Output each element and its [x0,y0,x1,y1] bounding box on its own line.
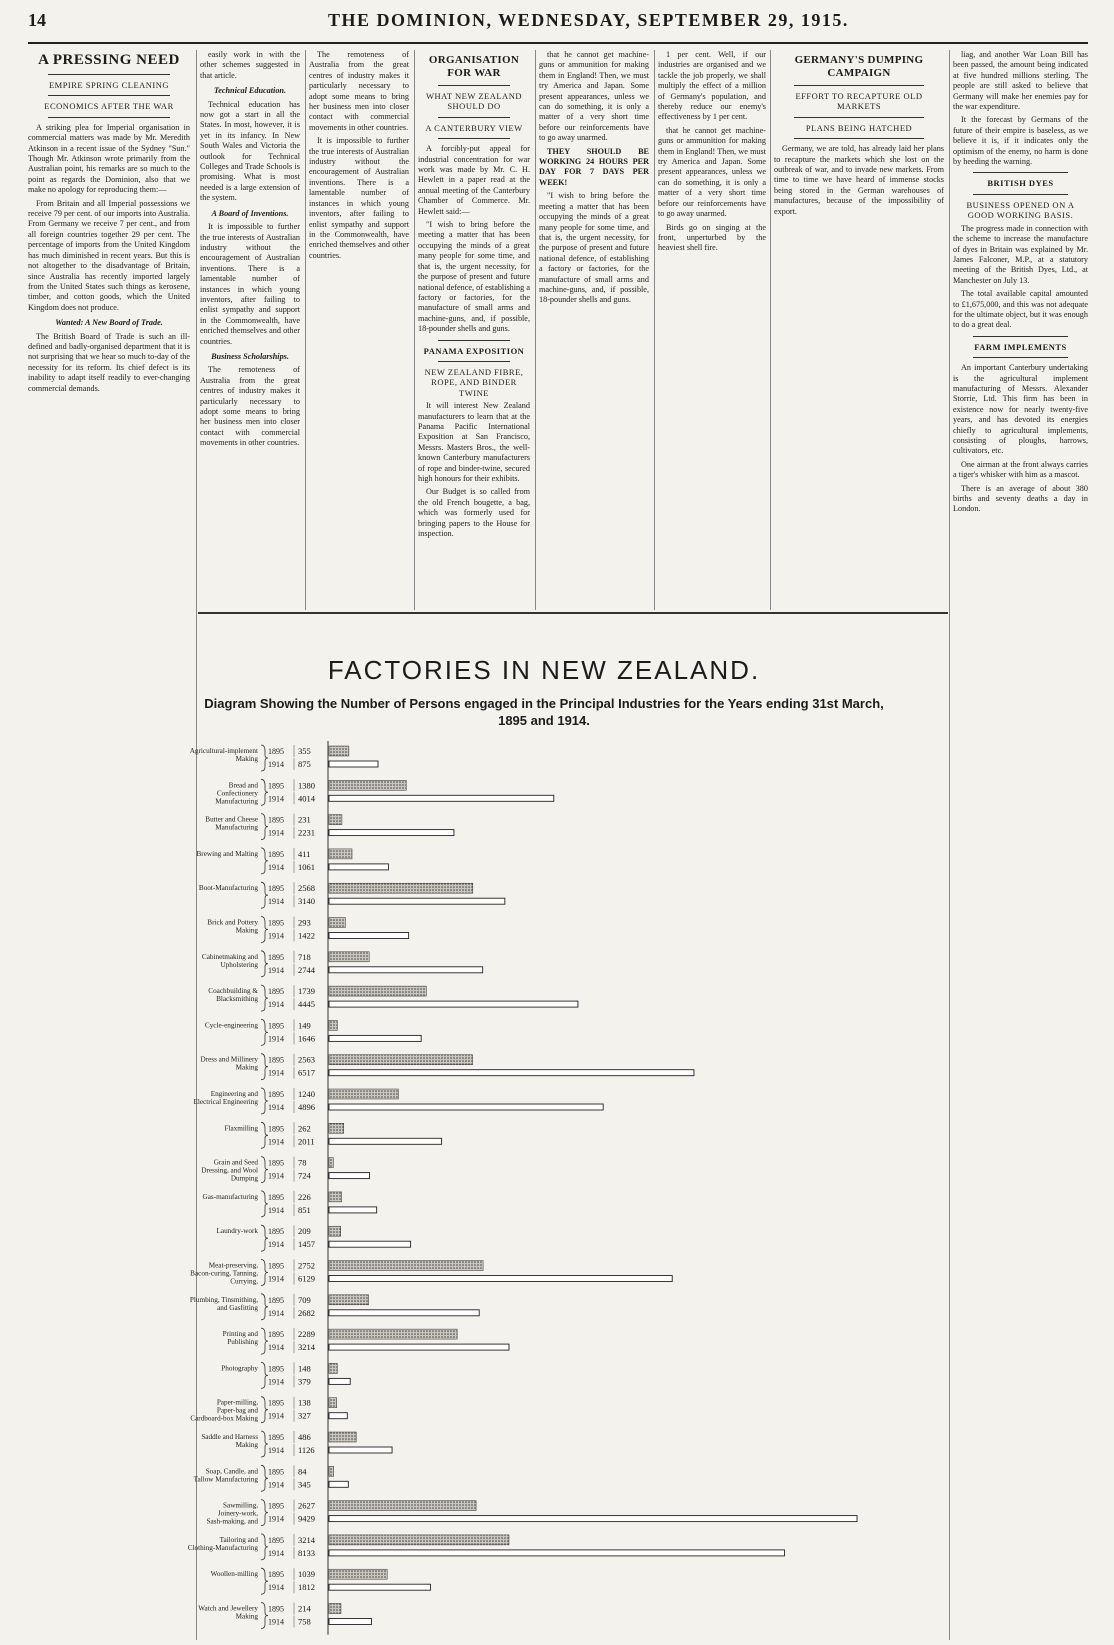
article-scholarships-continued [309,50,409,610]
year-label: 1914 [268,760,284,769]
paragraph: liag, and another War Loan Bill has been passed, the amount being indicated at five hundred millions sterling. The people are still asked to believe that Germany will make her enemies pay for the war expenditure. [953,50,1088,112]
page-number: 14 [28,10,46,30]
year-label: 1914 [268,1171,284,1181]
year-label: 1895 [268,1467,284,1477]
paragraph: easily work in with the other schemes suggested in that article. [200,50,300,80]
headline: PANAMA EXPOSITION [423,345,525,356]
category-label: Soap, Candle, and Tallow Manufacturing [193,1467,258,1484]
brace [261,1603,268,1629]
year-label: 1914 [268,931,284,941]
bar-1914 [329,898,505,904]
value-label: 355 [298,746,311,756]
paragraph: Our Budget is so called from the old French bougette, a bag, which was formerly used for bringing papers to the House for inspection. [418,487,530,539]
brace [261,951,268,977]
year-label: 1914 [268,1548,284,1558]
headline: BRITISH DYES [987,178,1054,189]
column-rule [770,50,771,610]
year-label: 1914 [268,1480,284,1490]
brace [261,1328,268,1354]
bar-1914 [329,1516,857,1522]
paragraph: that he cannot get machine-guns or ammunition for making them in England! Then, we must try America and Japan. Some present appearances, unless we can do something, it is only a matter of a very short time before our reinforcements have to go away unarmed. [658,125,766,219]
bar-1914 [329,967,483,973]
year-label: 1895 [268,1158,284,1168]
category-label: Boot-Manufacturing [198,884,258,893]
value-label: 1380 [298,780,315,791]
value-label: 2231 [298,827,315,838]
bar-1895 [329,1329,457,1339]
year-label: 1914 [268,1240,284,1250]
paragraph: An important Canterbury undertaking is the agricultural implement manufacturing of Messrs. Alexander Storrie, Ltd. This firm has been in existence now for nearly twenty-five years, and has devoted its energies chiefly to agricultural implements, consisting of ploughs, harrows, cultivators, etc. [953,363,1088,456]
value-label: 2744 [298,964,315,975]
value-label: 6517 [298,1067,315,1078]
year-label: 1914 [268,1274,284,1284]
value-label: 1240 [298,1089,315,1099]
bar-1914 [329,1104,603,1110]
year-label: 1914 [268,1446,284,1455]
year-label: 1914 [268,1377,284,1387]
masthead [28,8,1088,44]
value-label: 149 [298,1020,311,1031]
subheadline: NEW ZEALAND FIBRE, ROPE, AND BINDER TWINE [424,366,524,398]
category-label: Sawmilling, Joinery-work, Sash-making, and [206,1501,258,1526]
year-label: 1914 [268,1583,284,1593]
brace [261,1088,268,1114]
paragraph: One airman at the front always carries a tiger's whisker with him as a mascot. [953,459,1088,480]
brace [261,1157,268,1183]
year-label: 1914 [268,1308,284,1318]
value-label: 411 [298,848,311,859]
value-label: 2752 [298,1260,315,1271]
year-label: 1914 [268,897,284,907]
brace [261,1260,268,1286]
paragraph: 1 per cent. Well, if our industries are organised and we tackle the job properly, we shall multiply the effect of a million of Germany's population, and thereby reduce our enemy's effectiveness by 1 per cent. [658,50,766,122]
value-label: 875 [298,759,311,769]
bar-1895 [329,746,349,756]
year-label: 1895 [268,1124,284,1134]
value-label: 2563 [298,1054,315,1065]
year-label: 1895 [268,952,284,962]
brace [261,1465,268,1491]
year-label: 1895 [268,1021,284,1031]
year-label: 1895 [268,1398,284,1408]
subheadline: EMPIRE SPRING CLEANING [48,80,170,90]
year-label: 1895 [268,918,284,928]
value-label: 209 [298,1226,311,1237]
bar-1914 [329,795,554,801]
subheadline: PLANS BEING HATCHED [805,122,913,133]
bar-1895 [329,918,345,928]
bar-1914 [329,1070,694,1076]
value-label: 486 [298,1432,311,1442]
chart-title: FACTORIES IN NEW ZEALAND. [327,655,761,685]
value-label: 2011 [298,1136,315,1147]
bar-1914 [329,1207,377,1213]
article-technical-education [200,50,300,610]
brace [261,985,268,1011]
category-label: Engineering and Electrical Engineering [193,1090,258,1106]
bar-1895 [329,1363,337,1373]
category-label: Photography [221,1364,258,1373]
category-label: Dress and Millinery Making [200,1055,258,1072]
article-machine-guns [539,50,649,610]
article-germany-dumping [774,50,944,610]
year-label: 1914 [268,1137,284,1147]
paragraph: There is an average of about 380 births and seventy deaths a day in London. [953,483,1088,514]
value-label: 293 [298,917,311,928]
paragraph: Birds go on singing at the front, unperturbed by the heaviest shell fire. [658,222,766,253]
value-label: 3140 [298,896,315,907]
year-label: 1914 [268,1411,284,1421]
paragraph: THEY SHOULD BE WORKING 24 HOURS PER DAY FOR 7 DAYS PER WEEK! [539,146,649,187]
brace [261,779,268,805]
paragraph: The remoteness of Australia from the great centres of industry makes it particularly necessary to adopt some means to bring her business men into closer contact with commercial movements in other countries. [200,365,300,448]
category-label: Saddle and Harness Making [201,1433,258,1449]
value-label: 4445 [298,999,315,1010]
paragraph: The remoteness of Australia from the great centres of industry makes it particularly necessary to adopt some means to bring her business men into closer contact with commercial movements in other countries. [309,50,409,132]
section-heading: A Board of Inventions. [211,208,289,218]
brace [261,1122,268,1148]
year-label: 1895 [268,1090,284,1099]
bar-1895 [329,1158,333,1168]
value-label: 138 [298,1397,311,1408]
bar-1914 [329,1550,784,1556]
paragraph: that he cannot get machine-guns or ammunition for making them in England! Then, we must try America and Japan. Some present appearances, unless we can do something, it is only a matter of a very short time before our reinforcements have to go away unarmed. [539,50,649,143]
paragraph: "I wish to bring before the meeting a matter that has been occupying the minds of a great many people for some time, and that is, the urgent necessity, for the purpose of present and future national defence, of establishing a factory or factories, for the manufacture of small arms and machine-guns, and, if possible, 18-pounder shells and guns. [418,220,530,334]
year-label: 1895 [268,1604,284,1614]
year-label: 1895 [268,1535,284,1545]
year-label: 1895 [268,815,284,825]
paragraph: The total available capital amounted to £1,675,000, and this was not adequate for the ultimate object, but it was enough to do a great deal. [953,289,1088,330]
brace [261,1362,268,1388]
value-label: 84 [298,1466,307,1477]
brace [261,1568,268,1594]
year-label: 1914 [268,1514,284,1524]
newspaper-title: THE DOMINION, WEDNESDAY, SEPTEMBER 29, 1915. [328,10,849,30]
value-label: 345 [298,1479,311,1490]
paragraph: Technical education has now got a start in all the States. In most, however, it is yet in its infancy. In New South Wales and Victoria the outlook for Technical Colleges and Trade Schools is promising. What is most needed is a large extension of the system. [200,99,300,203]
value-label: 709 [298,1294,311,1305]
value-label: 231 [298,814,311,825]
subheadline: BUSINESS OPENED ON A GOOD WORKING BASIS. [966,199,1075,221]
value-label: 214 [298,1603,311,1614]
year-label: 1914 [268,1103,284,1112]
bar-1914 [329,1344,509,1350]
year-label: 1895 [268,884,284,894]
factories-chart [150,655,938,1639]
column-rule [654,50,655,610]
year-label: 1895 [268,1433,284,1442]
bar-1914 [329,1241,411,1247]
value-label: 718 [298,951,311,962]
category-label: Bread and Confectionery Manufacturing [215,781,258,806]
paragraph: "I wish to bring before the meeting a matter that has been occupying the minds of a great many people for some time, and that is, the urgent necessity, for the purpose of present and future national defence, of establishing a factory or factories, for the manufacture of small arms and machine-guns, and, if possible, 18-pounder shells and guns. [539,191,649,305]
column-rule [414,50,415,610]
category-label: Printing and Publishing [222,1330,258,1347]
bar-1895 [329,1089,398,1099]
category-label: Brewing and Malting [196,849,258,858]
value-label: 1457 [298,1239,315,1250]
brace [261,745,268,771]
category-label: Tailoring and Clothing-Manufacturing [187,1535,258,1552]
category-label: Laundry-work [216,1227,258,1236]
value-label: 6129 [298,1273,315,1284]
brace [261,1431,268,1457]
bar-1895 [329,1535,509,1545]
brace [261,1500,268,1526]
value-label: 148 [298,1363,311,1374]
section-heading: Technical Education. [213,86,287,96]
bar-1914 [329,830,454,836]
value-label: 1739 [298,986,315,997]
bar-1895 [329,1295,369,1305]
category-label: Coachbuilding & Blacksmithing [208,987,258,1004]
paragraph: Germany, we are told, has already laid her plans to recapture the markets which she lost on the outbreak of war, and to invade new markets. From time to time we have heard of immense stocks being stored in the German warehouses of manufactures, because of the impossibility of export. [774,144,944,216]
category-label: Brick and Pottery Making [207,918,258,935]
brace [261,814,268,840]
column-rule [949,50,950,1640]
bar-1895 [329,1604,341,1614]
value-label: 8133 [298,1547,315,1558]
headline: FARM IMPLEMENTS [974,341,1067,352]
bar-1914 [329,1584,430,1590]
bar-1914 [329,1138,442,1144]
chart-subtitle: Diagram Showing the Number of Persons engaged in the Principal Industries for the Years ending 31st March, 1895 and 1914. [204,696,884,728]
value-label: 4014 [298,793,315,804]
article-per-cent [658,50,766,610]
year-label: 1895 [268,1261,284,1271]
brace [261,1397,268,1423]
bar-1895 [329,952,369,962]
value-label: 1422 [298,930,315,941]
article-right-column [953,50,1088,1640]
category-label: Meat-preserving, Bacon-curing, Tanning, Currying, [190,1261,258,1286]
value-label: 1812 [298,1582,315,1593]
value-label: 1646 [298,1033,315,1044]
value-label: 2682 [298,1307,315,1318]
value-label: 1126 [298,1445,315,1455]
bar-1914 [329,761,378,767]
bar-1914 [329,1276,672,1282]
paragraph: A forcibly-put appeal for industrial concentration for war work was made by Mr. C. H. Hewlett in a paper read at the annual meeting of the Canterbury Chamber of Commerce. Mr. Hewlett said:— [418,144,530,216]
chart-top-rule [198,612,948,614]
paragraph: It the forecast by Germans of the future of their empire is baseless, as we believe it is, if it indicates only the optimism of the enemy, no harm is done by heeding the warning. [953,115,1088,167]
brace [261,917,268,943]
bar-1895 [329,1055,473,1065]
bar-1895 [329,1123,344,1133]
value-label: 327 [298,1410,311,1421]
bar-1895 [329,1398,337,1408]
bar-1895 [329,1226,341,1236]
year-label: 1895 [268,1570,284,1580]
subheadline: EFFORT TO RECAPTURE OLD MARKETS [795,91,923,112]
year-label: 1895 [268,1330,284,1340]
paragraph: A striking plea for Imperial organisation in commercial matters was made by Mr. Meredith Atkinson in a recent issue of the Sydney "Sun." Though Mr. Atkinson wrote primarily from the Australian point, his remarks are so much to the point as regards the Dominion, also that we make no apology for reproducing them:— [28,122,190,195]
bar-1895 [329,1192,342,1202]
bar-1914 [329,1001,578,1007]
year-label: 1914 [268,1068,284,1078]
bar-1914 [329,1173,370,1179]
bar-1895 [329,1020,337,1030]
paragraph: The progress made in connection with the scheme to increase the manufacture of dyes in Britain was explained by Mr. James Falconer, M.P., at a statutory meeting of the British Dyes, Ltd., at Manchester on July 13. [953,223,1088,285]
bar-1895 [329,883,473,893]
brace [261,1294,268,1320]
headline: A PRESSING NEED [38,52,180,68]
year-label: 1914 [268,1000,284,1010]
headline: GERMANY'S DUMPING CAMPAIGN [794,54,924,79]
category-label: Butter and Cheese Manufacturing [205,815,258,832]
brace [261,1191,268,1217]
year-label: 1895 [268,1364,284,1374]
bar-1895 [329,849,352,859]
category-label: Grain and Seed Dressing, and Wool Dumping [201,1158,258,1183]
value-label: 4896 [298,1102,315,1112]
year-label: 1895 [268,1295,284,1305]
bar-1914 [329,1481,348,1487]
column-rule [535,50,536,610]
year-label: 1914 [268,965,284,975]
value-label: 758 [298,1616,311,1627]
paragraph: It is impossible to further the true interests of Australian industry without the encouragement of Australian inventions. There is a lamentable number of instances in which young inventors, after failing to enlist sympathy and support in the Commonwealth, have enriched themselves and other countries. [309,136,409,260]
brace [261,848,268,874]
paragraph: It will interest New Zealand manufacturers to learn that at the Panama Pacific International Exposition at San Francisco, Messrs. Masters Bros., the well-known Canterbury manufacturers of rope and binder-twine, secured high honours for their exhibits. [418,401,530,483]
category-label: Watch and Jewellery Making [198,1604,258,1621]
bar-1895 [329,1261,483,1271]
year-label: 1914 [268,1034,284,1044]
value-label: 226 [298,1191,311,1202]
year-label: 1914 [268,794,284,804]
paragraph: The British Board of Trade is such an ill-defined and badly-organised department that it is not surprising that we hear so much to-day of the necessity for its reform. Its chief defect is its inability to adapt itself readily to ever-changing commercial demands. [28,331,190,393]
bar-1914 [329,1619,371,1625]
brace [261,1054,268,1080]
year-label: 1895 [268,987,284,997]
bar-1914 [329,1035,421,1041]
value-label: 78 [298,1157,307,1168]
category-label: Cycle-engineering [204,1021,258,1030]
category-label: Plumbing, Tinsmithing, and Gasfitting [189,1295,258,1312]
value-label: 262 [298,1123,311,1134]
year-label: 1895 [268,747,284,756]
value-label: 851 [298,1204,311,1215]
value-label: 1061 [298,861,315,872]
category-label: Woollen-milling [210,1570,258,1579]
value-label: 9429 [298,1513,315,1524]
bar-1895 [329,1432,356,1442]
bar-1914 [329,864,388,870]
bar-1914 [329,1447,392,1453]
value-label: 379 [298,1376,311,1387]
paragraph: From Britain and all Imperial possessions we receive 79 per cent. of our imports into Australia. From Germany we receive 7 per cent., and from all foreign countries together 29 per cent. The percentage of imports from the United Kingdom has much diminished in recent years. But this is not altogether to the disadvantage of Britain, since Australia has recently imported largely from the United States such things as kerosene, timber, and cotton goods, which the United Kingdom does not produce. [28,198,190,312]
bar-1914 [329,1413,347,1419]
category-label: Flaxmilling [224,1124,258,1133]
subheadline: WHAT NEW ZEALAND SHOULD DO [426,91,522,112]
article-organisation-for-war [418,50,530,610]
paragraph: It is impossible to further the true interests of Australian industry without the encouragement of Australian inventions. There is a lamentable number of instances in which young inventors, after failing to enlist sympathy and support in the Commonwealth, have enriched themselves and other countries. [200,222,300,346]
year-label: 1895 [268,1055,284,1065]
brace [261,1019,268,1045]
bar-1914 [329,1310,479,1316]
category-label: Cabinetmaking and Upholstering [201,952,258,969]
value-label: 2627 [298,1500,315,1511]
brace [261,882,268,908]
chart-plot [150,739,938,1639]
bar-1895 [329,1501,476,1511]
brace [261,1534,268,1560]
value-label: 2289 [298,1329,315,1340]
category-label: Gas-manufacturing [202,1192,258,1201]
brace [261,1225,268,1251]
year-label: 1914 [268,862,284,872]
value-label: 3214 [298,1534,315,1545]
headline: ORGANISATION FOR WAR [428,54,520,79]
column-rule [305,50,306,610]
year-label: 1914 [268,1617,284,1627]
bar-1895 [329,986,426,996]
bar-1895 [329,815,342,825]
category-label: Paper-milling, Paper-bag and Cardboard-box Making [190,1398,258,1423]
bar-1914 [329,933,409,939]
year-label: 1895 [268,781,284,791]
value-label: 724 [298,1170,311,1181]
value-label: 2568 [298,883,315,894]
year-label: 1895 [268,1192,284,1202]
subheadline: A CANTERBURY VIEW [425,122,523,133]
year-label: 1895 [268,1227,284,1237]
bar-1914 [329,1378,350,1384]
year-label: 1895 [268,849,284,859]
bar-1895 [329,1569,387,1579]
value-label: 3214 [298,1342,315,1353]
bar-1895 [329,1466,334,1476]
value-label: 1039 [298,1569,315,1580]
category-label: Agricultural-implement Making [189,747,258,763]
section-heading: Business Scholarships. [211,351,289,361]
year-label: 1914 [268,828,284,838]
year-label: 1895 [268,1501,284,1511]
subheadline: ECONOMICS AFTER THE WAR [44,101,174,112]
year-label: 1914 [268,1343,284,1353]
year-label: 1914 [268,1205,284,1215]
bar-1895 [329,780,406,790]
section-heading: Wanted: A New Board of Trade. [55,318,163,328]
